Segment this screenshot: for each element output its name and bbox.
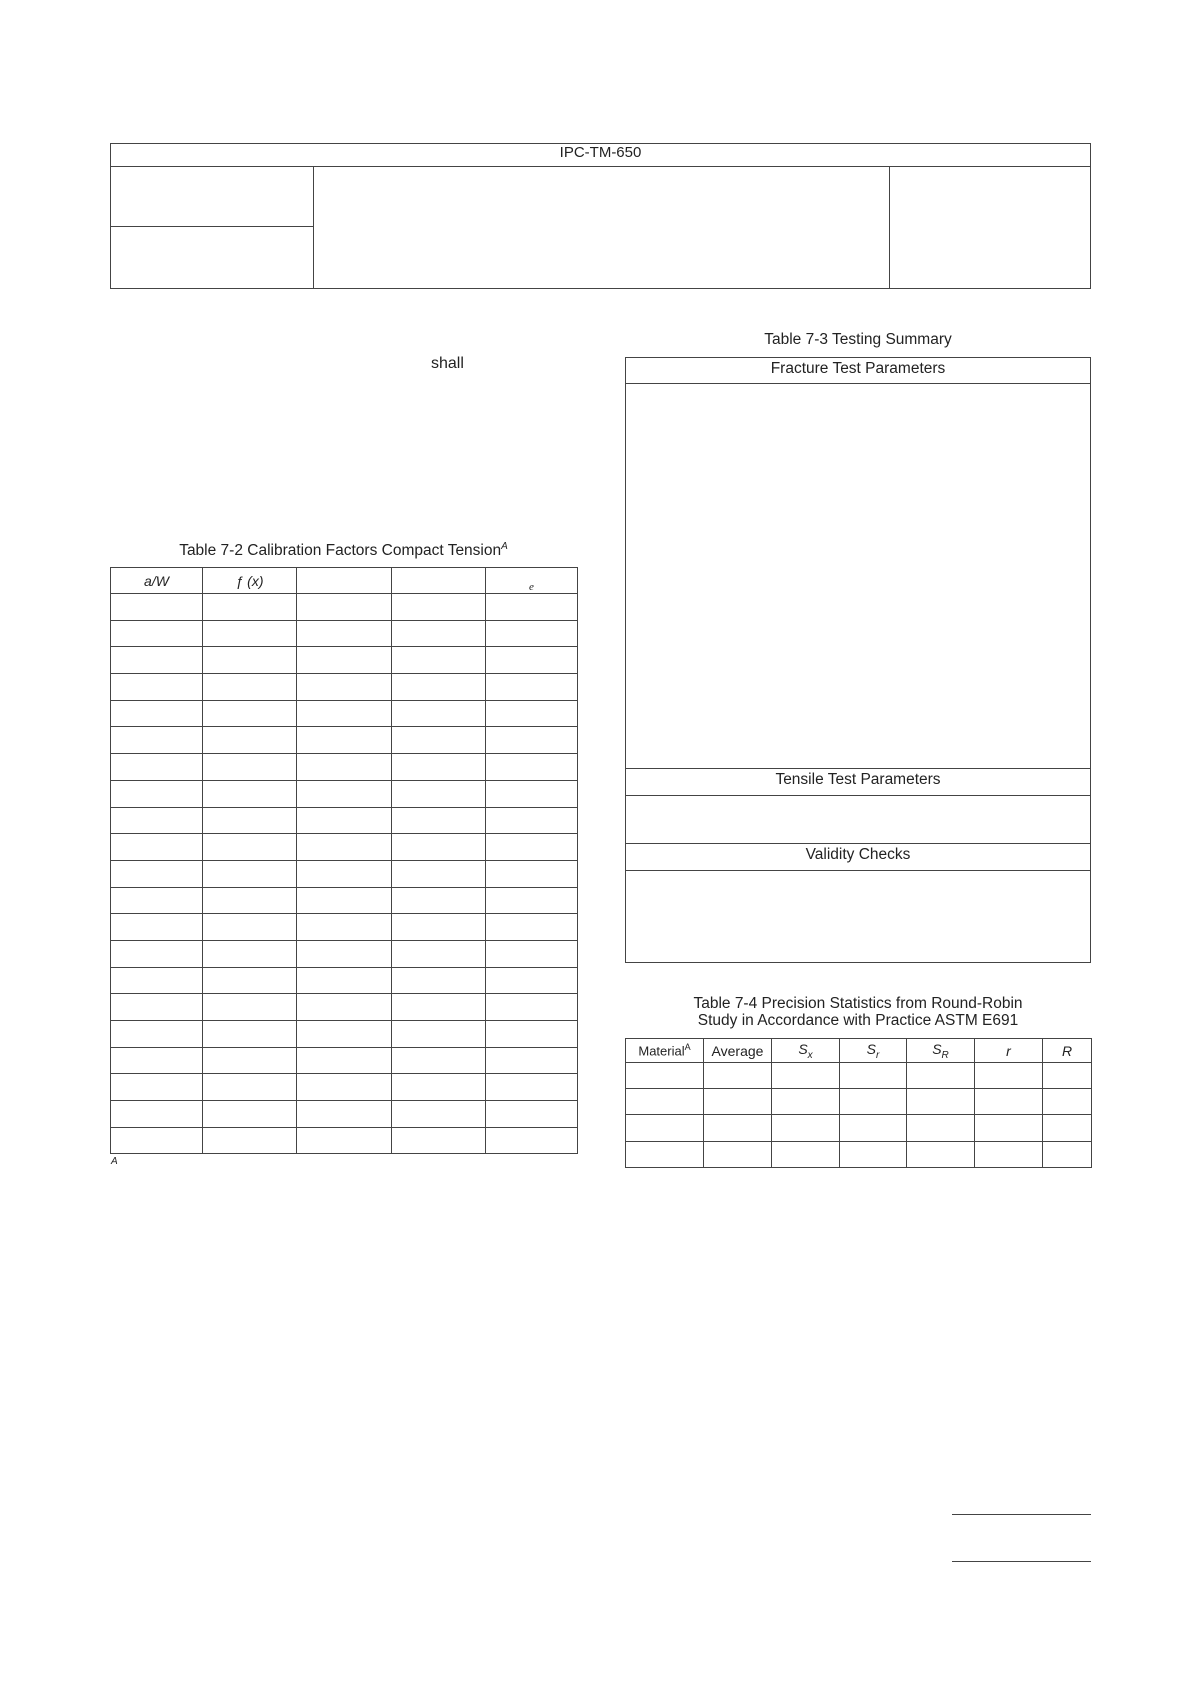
table-cell — [111, 887, 203, 914]
table-row — [111, 727, 578, 754]
table-cell — [486, 994, 578, 1021]
header-title: IPC-TM-650 — [559, 144, 642, 161]
table-cell — [203, 1021, 297, 1048]
table-cell — [111, 940, 203, 967]
table-cell — [297, 754, 392, 781]
superscript: A — [684, 1042, 691, 1053]
table-cell — [111, 754, 203, 781]
table-cell — [486, 1074, 578, 1101]
table-cell — [297, 620, 392, 647]
table-cell — [111, 1074, 203, 1101]
table-row — [111, 1021, 578, 1048]
table-cell — [111, 914, 203, 941]
table-cell — [975, 1141, 1043, 1167]
table-cell — [486, 1047, 578, 1074]
table-cell — [392, 967, 486, 994]
table-7-4 — [625, 1038, 1092, 1168]
table-cell — [392, 1101, 486, 1128]
table-cell — [297, 967, 392, 994]
table-cell — [392, 914, 486, 941]
table-cell — [486, 620, 578, 647]
table-cell — [297, 887, 392, 914]
table-cell — [486, 1101, 578, 1128]
table-cell — [297, 807, 392, 834]
table-cell — [203, 940, 297, 967]
table-cell — [392, 807, 486, 834]
table-row — [111, 1101, 578, 1128]
column-header — [626, 1039, 704, 1063]
table-cell — [392, 674, 486, 701]
column-label: S — [932, 1040, 942, 1057]
caption-line: Study in Accordance with Practice ASTM E691 — [697, 1012, 1019, 1029]
table-cell — [486, 754, 578, 781]
table-cell — [203, 967, 297, 994]
table-cell — [297, 1047, 392, 1074]
table-cell — [392, 887, 486, 914]
table-cell — [392, 1074, 486, 1101]
table-cell — [111, 780, 203, 807]
table-row — [111, 594, 578, 621]
table-cell — [392, 647, 486, 674]
column-label: R — [1061, 1042, 1073, 1059]
table-cell — [486, 727, 578, 754]
divider — [626, 768, 1090, 769]
table-cell — [297, 1127, 392, 1154]
table-cell — [840, 1115, 907, 1141]
table-row — [111, 620, 578, 647]
divider — [626, 843, 1090, 844]
column-label: S — [866, 1040, 876, 1057]
table-cell — [392, 1047, 486, 1074]
table-cell — [392, 1127, 486, 1154]
table-cell — [486, 940, 578, 967]
body-text-shall: shall — [431, 355, 464, 372]
table-cell — [626, 1089, 704, 1115]
table-cell — [203, 700, 297, 727]
table-cell — [111, 700, 203, 727]
table-row — [111, 940, 578, 967]
table-cell — [111, 594, 203, 621]
table-cell — [704, 1115, 772, 1141]
table-cell — [111, 727, 203, 754]
table-7-4-caption — [625, 995, 1091, 1029]
table-cell — [203, 834, 297, 861]
column-header — [772, 1039, 840, 1063]
table-row — [111, 967, 578, 994]
table-cell — [840, 1089, 907, 1115]
table-cell — [392, 620, 486, 647]
divider — [110, 166, 1091, 167]
subscript: r — [876, 1049, 880, 1061]
table-row — [111, 674, 578, 701]
column-header: a/W — [111, 568, 203, 594]
table-cell — [486, 594, 578, 621]
table-7-2 — [110, 567, 578, 1154]
table-cell — [392, 700, 486, 727]
header-row — [111, 568, 578, 594]
divider — [626, 795, 1090, 796]
table-cell — [203, 1101, 297, 1128]
column-header — [907, 1039, 975, 1063]
table-row — [111, 860, 578, 887]
column-header — [840, 1039, 907, 1063]
table-cell — [392, 780, 486, 807]
table-cell — [486, 674, 578, 701]
table-cell — [704, 1089, 772, 1115]
table-cell — [1043, 1141, 1092, 1167]
table-cell — [111, 860, 203, 887]
table-cell — [203, 780, 297, 807]
table-7-2-caption: Table 7-2 Calibration Factors Compact Tension$^A$ — [179, 541, 508, 560]
table-cell — [203, 1047, 297, 1074]
table-cell — [297, 1021, 392, 1048]
column-header: e — [486, 568, 578, 594]
table-cell — [297, 594, 392, 621]
table-cell — [907, 1089, 975, 1115]
section-validity-checks: Validity Checks — [805, 846, 911, 863]
table-cell — [975, 1063, 1043, 1089]
table-row — [626, 1115, 1092, 1141]
table-cell — [486, 1021, 578, 1048]
table-cell — [975, 1089, 1043, 1115]
table-cell — [111, 647, 203, 674]
signature-line — [952, 1561, 1091, 1562]
table-cell — [111, 967, 203, 994]
table-cell — [203, 620, 297, 647]
table-cell — [486, 807, 578, 834]
table-row — [626, 1141, 1092, 1167]
subscript: x — [807, 1049, 813, 1061]
header-block — [110, 143, 1091, 289]
table-cell — [203, 1074, 297, 1101]
table-cell — [626, 1063, 704, 1089]
table-cell — [907, 1063, 975, 1089]
table-cell — [772, 1115, 840, 1141]
table-cell — [297, 994, 392, 1021]
table-cell — [975, 1115, 1043, 1141]
table-cell — [297, 940, 392, 967]
table-cell — [203, 754, 297, 781]
table-cell — [392, 860, 486, 887]
table-cell — [392, 1021, 486, 1048]
table-cell — [111, 620, 203, 647]
table-row — [111, 780, 578, 807]
divider — [110, 226, 313, 227]
table-cell — [297, 860, 392, 887]
column-header — [392, 568, 486, 594]
table-7-3 — [625, 357, 1091, 963]
table-cell — [907, 1115, 975, 1141]
table-row — [111, 1127, 578, 1154]
table-row — [626, 1089, 1092, 1115]
table-cell — [297, 1074, 392, 1101]
table-cell — [392, 594, 486, 621]
table-cell — [486, 647, 578, 674]
table-cell — [297, 834, 392, 861]
column-label: Material — [638, 1043, 685, 1059]
table-cell — [203, 1127, 297, 1154]
table-cell — [392, 754, 486, 781]
table-cell — [111, 807, 203, 834]
divider — [626, 870, 1090, 871]
signature-line — [952, 1514, 1091, 1515]
divider — [889, 166, 890, 289]
table-cell — [297, 1101, 392, 1128]
table-cell — [111, 674, 203, 701]
table-row — [111, 1074, 578, 1101]
table-cell — [704, 1141, 772, 1167]
table-cell — [203, 807, 297, 834]
table-cell — [111, 994, 203, 1021]
divider — [626, 383, 1090, 384]
table-cell — [203, 887, 297, 914]
divider — [313, 166, 314, 289]
table-cell — [111, 1047, 203, 1074]
table-cell — [772, 1089, 840, 1115]
subscript: R — [941, 1049, 949, 1061]
table-cell — [111, 834, 203, 861]
table-cell — [111, 1021, 203, 1048]
table-row — [111, 647, 578, 674]
table-cell — [297, 727, 392, 754]
table-cell — [486, 1127, 578, 1154]
table-cell — [626, 1141, 704, 1167]
column-header — [975, 1039, 1043, 1063]
table-cell — [111, 1101, 203, 1128]
column-header — [297, 568, 392, 594]
table-cell — [392, 834, 486, 861]
table-7-2-footnote-marker: A — [111, 1156, 118, 1167]
header-row — [626, 1039, 1092, 1063]
table-row — [111, 887, 578, 914]
table-row — [111, 807, 578, 834]
table-cell — [111, 1127, 203, 1154]
table-cell — [486, 914, 578, 941]
table-cell — [203, 860, 297, 887]
table-cell — [486, 834, 578, 861]
caption-line: Table 7-4 Precision Statistics from Round-Robin — [693, 995, 1023, 1012]
table-cell — [392, 940, 486, 967]
table-row — [111, 700, 578, 727]
table-cell — [297, 700, 392, 727]
table-row — [111, 1047, 578, 1074]
column-label: Average — [711, 1042, 764, 1059]
table-cell — [203, 914, 297, 941]
table-cell — [1043, 1063, 1092, 1089]
table-cell — [486, 887, 578, 914]
table-row — [111, 994, 578, 1021]
table-cell — [392, 727, 486, 754]
column-label: r — [1006, 1042, 1011, 1059]
table-cell — [704, 1063, 772, 1089]
table-cell — [840, 1063, 907, 1089]
table-cell — [626, 1115, 704, 1141]
column-label: S — [798, 1040, 808, 1057]
table-cell — [772, 1063, 840, 1089]
table-cell — [203, 994, 297, 1021]
table-row — [626, 1063, 1092, 1089]
table-cell — [907, 1141, 975, 1167]
table-cell — [203, 727, 297, 754]
table-row — [111, 834, 578, 861]
column-header — [1043, 1039, 1092, 1063]
table-cell — [297, 914, 392, 941]
table-row — [111, 754, 578, 781]
table-cell — [297, 780, 392, 807]
table-cell — [297, 647, 392, 674]
section-fracture-test-parameters: Fracture Test Parameters — [770, 360, 946, 377]
column-header: ƒ (x) — [203, 568, 297, 594]
table-cell — [772, 1141, 840, 1167]
table-cell — [840, 1141, 907, 1167]
table-cell — [297, 674, 392, 701]
table-row — [111, 914, 578, 941]
table-cell — [486, 860, 578, 887]
table-cell — [203, 647, 297, 674]
section-tensile-test-parameters: Tensile Test Parameters — [775, 771, 941, 788]
table-7-3-caption: Table 7-3 Testing Summary — [764, 331, 952, 348]
table-cell — [1043, 1089, 1092, 1115]
table-cell — [486, 780, 578, 807]
table-cell — [203, 594, 297, 621]
table-cell — [1043, 1115, 1092, 1141]
table-cell — [203, 674, 297, 701]
table-cell — [486, 700, 578, 727]
table-cell — [392, 994, 486, 1021]
column-header — [704, 1039, 772, 1063]
table-cell — [486, 967, 578, 994]
